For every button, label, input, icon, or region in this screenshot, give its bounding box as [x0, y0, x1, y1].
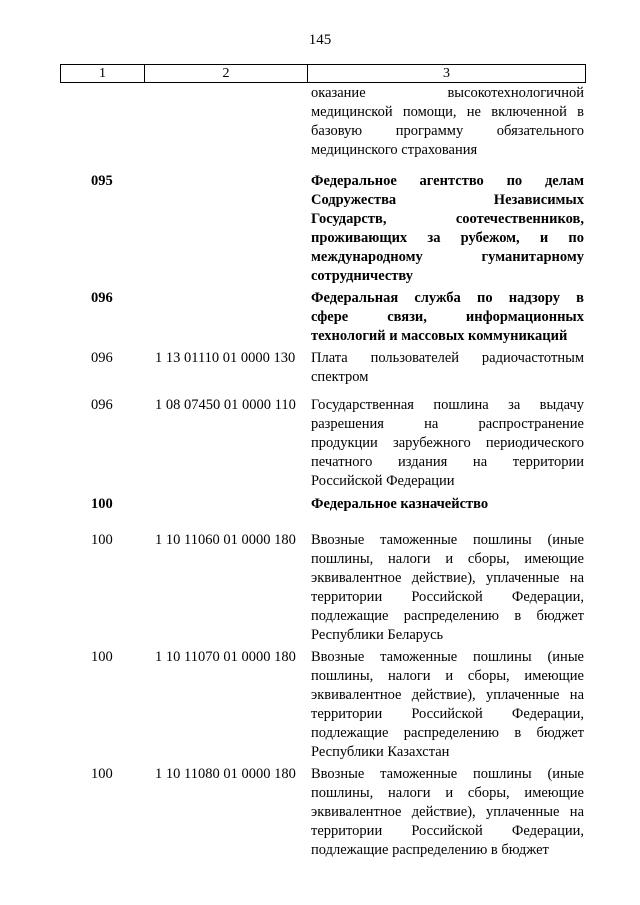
- description-line: территории Российской Федерации,: [311, 706, 584, 722]
- column-header-1: 1: [61, 65, 145, 83]
- description-line: подлежащие распределению в бюджет: [311, 608, 584, 624]
- description-line: Плата пользователей радиочастотным: [311, 350, 584, 366]
- description-line: Ввозные таможенные пошлины (иные: [311, 532, 584, 548]
- description-line: эквивалентное действие), уплаченные на: [311, 570, 584, 586]
- row-description: [311, 349, 584, 387]
- row-description: [311, 84, 584, 160]
- row-description: [311, 495, 584, 514]
- row-code: 100: [91, 532, 113, 548]
- row-description: [311, 396, 584, 491]
- description-line: технологий и массовых коммуникаций: [311, 328, 568, 344]
- row-kbk-code: 1 10 11080 01 0000 180: [155, 766, 296, 782]
- column-header-2: 2: [145, 65, 308, 83]
- description-line: базовую программу обязательного: [311, 123, 584, 139]
- row-description: [311, 531, 584, 645]
- row-kbk-code: 1 13 01110 01 0000 130: [155, 350, 296, 366]
- description-line: Российской Федерации: [311, 473, 455, 489]
- description-line: печатного издания на территории: [311, 454, 584, 470]
- row-description: [311, 648, 584, 762]
- description-line: оказание высокотехнологичной: [311, 85, 584, 101]
- description-line: эквивалентное действие), уплаченные на: [311, 804, 584, 820]
- row-description: [311, 765, 584, 860]
- description-line: территории Российской Федерации,: [311, 589, 584, 605]
- row-code: 096: [91, 350, 113, 366]
- description-line: Федеральная служба по надзору в: [311, 290, 584, 306]
- description-line: эквивалентное действие), уплаченные на: [311, 687, 584, 703]
- row-description: [311, 172, 584, 286]
- column-header-table: [60, 64, 586, 83]
- row-code: 100: [91, 496, 113, 512]
- description-line: разрешения на распространение: [311, 416, 584, 432]
- row-kbk-code: 1 10 11070 01 0000 180: [155, 649, 296, 665]
- description-line: Государств, соотечественников,: [311, 211, 584, 227]
- row-code: 100: [91, 766, 113, 782]
- description-line: сотрудничеству: [311, 268, 413, 284]
- description-line: сфере связи, информационных: [311, 309, 584, 325]
- description-line: Республики Беларусь: [311, 627, 444, 643]
- row-kbk-code: 1 10 11060 01 0000 180: [155, 532, 296, 548]
- description-line: подлежащие распределению в бюджет: [311, 725, 584, 741]
- row-code: 100: [91, 649, 113, 665]
- row-description: [311, 289, 584, 346]
- description-line: Ввозные таможенные пошлины (иные: [311, 766, 584, 782]
- row-kbk-code: 1 08 07450 01 0000 110: [155, 397, 296, 413]
- row-code: 095: [91, 173, 113, 189]
- description-line: медицинского страхования: [311, 142, 478, 158]
- description-line: подлежащие распределению в бюджет: [311, 842, 549, 858]
- description-line: территории Российской Федерации,: [311, 823, 584, 839]
- description-line: продукции зарубежного периодического: [311, 435, 584, 451]
- description-line: международному гуманитарному: [311, 249, 584, 265]
- description-line: Федеральное агентство по делам: [311, 173, 584, 189]
- row-code: 096: [91, 290, 113, 306]
- description-line: пошлины, налоги и сборы, имеющие: [311, 551, 584, 567]
- description-line: Содружества Независимых: [311, 192, 584, 208]
- description-line: медицинской помощи, не включенной в: [311, 104, 584, 120]
- description-line: Федеральное казначейство: [311, 496, 489, 512]
- description-line: Республики Казахстан: [311, 744, 450, 760]
- description-line: пошлины, налоги и сборы, имеющие: [311, 668, 584, 684]
- description-line: Ввозные таможенные пошлины (иные: [311, 649, 584, 665]
- description-line: проживающих за рубежом, и по: [311, 230, 584, 246]
- column-header-3: 3: [308, 65, 586, 83]
- description-line: спектром: [311, 369, 369, 385]
- description-line: пошлины, налоги и сборы, имеющие: [311, 785, 584, 801]
- description-line: Государственная пошлина за выдачу: [311, 397, 584, 413]
- row-code: 096: [91, 397, 113, 413]
- page-number: 145: [308, 32, 332, 48]
